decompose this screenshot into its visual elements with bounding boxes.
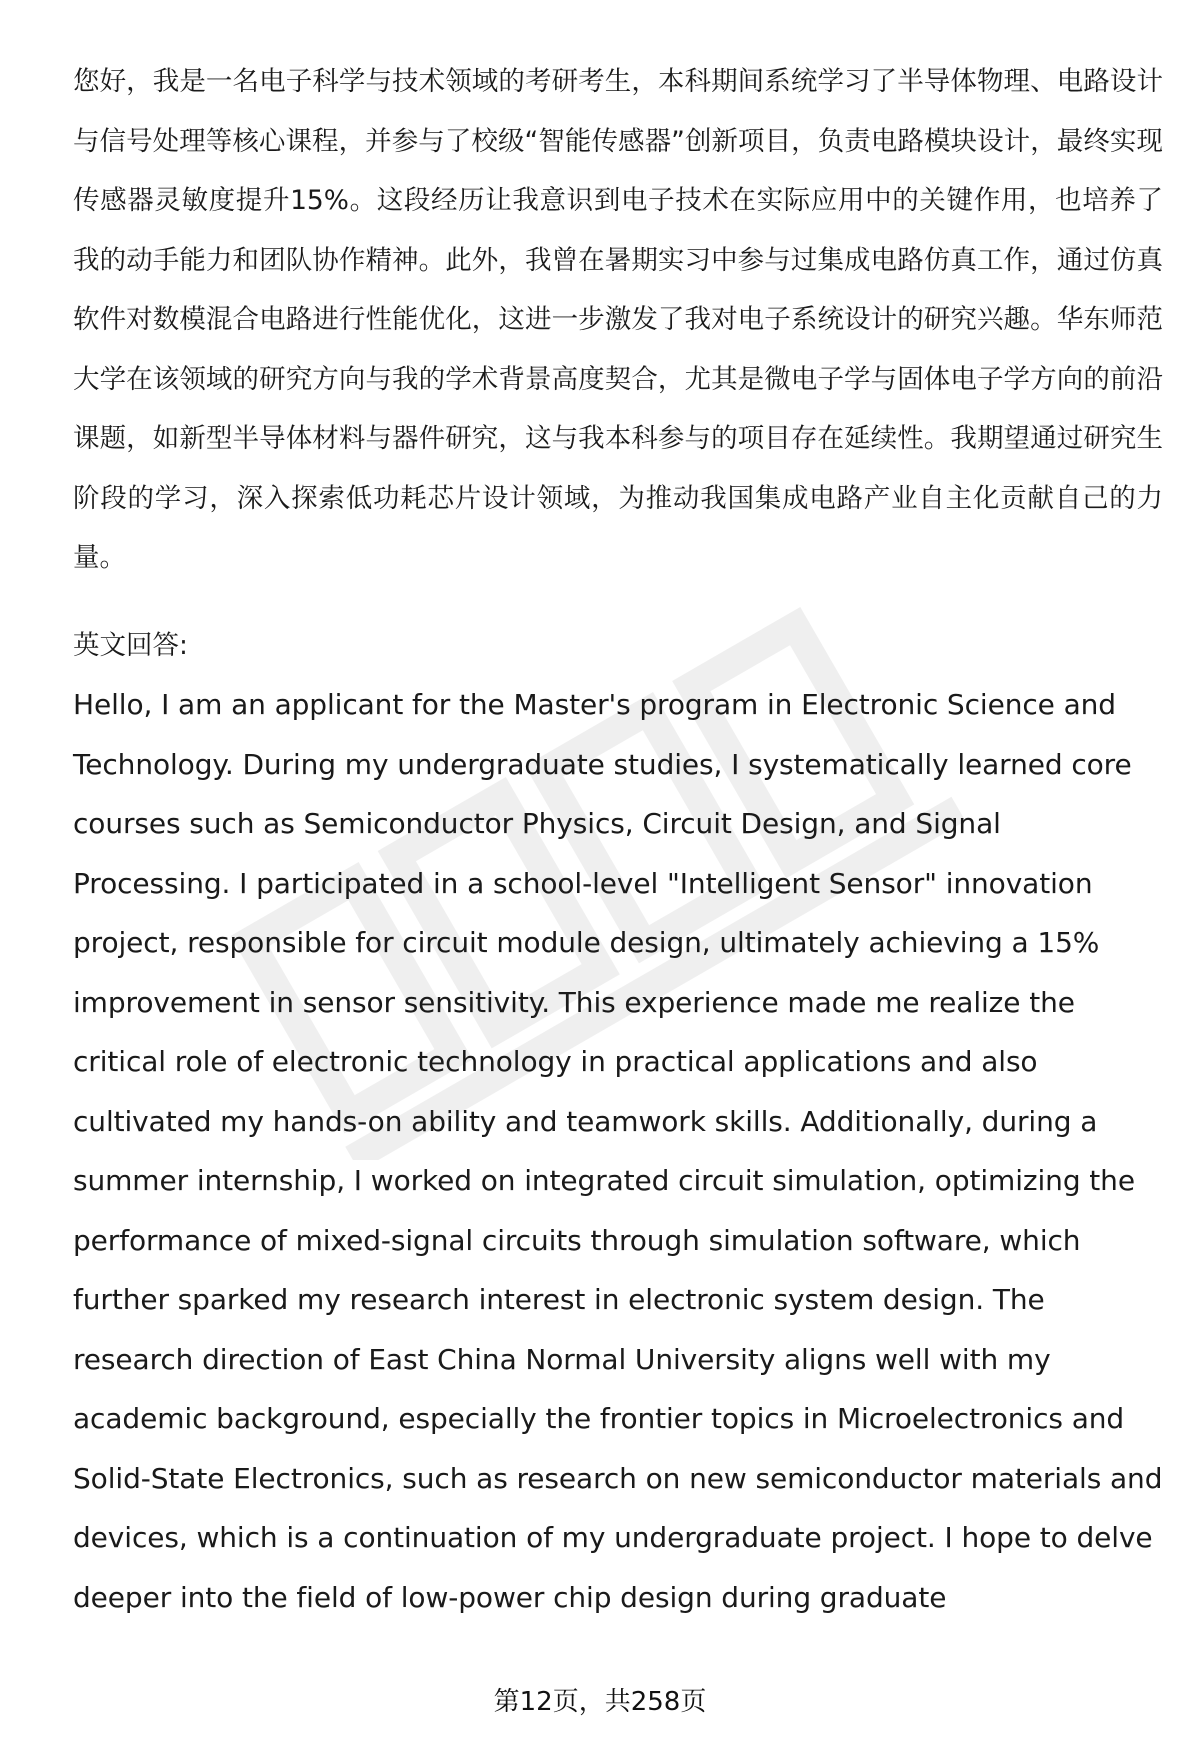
chinese-answer-paragraph: 您好，我是一名电子科学与技术领域的考研考生，本科期间系统学习了半导体物理、电路设计与信号处理等核心课程，并参与了校级“智能传感器”创新项目，负责电路模块设计，最终实现传感器灵敏度提升15%。这段经历让我意识到电子技术在实际应用中的关键作用，也培养了我的动手能力和团队协作精神。此外，我曾在暑期实习中参与过集成电路仿真工作，通过仿真软件对数模混合电路进行性能优化，这进一步激发了我对电子系统设计的研究兴趣。华东师范大学在该领域的研究方向与我的学术背景高度契合，尤其是微电子学与固体电子学方向的前沿课题，如新型半导体材料与器件研究，这与我本科参与的项目存在延续性。我期望通过研究生阶段的学习，深入探索低功耗芯片设计领域，为推动我国集成电路产业自主化贡献自己的力量。 xyxy=(73,66,1163,573)
page-number-footer: 第12页，共258页 xyxy=(493,1687,707,1717)
document-body xyxy=(73,52,1163,1627)
english-answer-paragraph: Hello, I am an applicant for the Master's program in Electronic Science and Technology. During my undergraduate studies, I systematically learned core courses such as Semiconductor Physics, Circuit Design, and Signal Processing. I participated in a school-level "Intelligent Sensor" innovation project, responsible for circuit module design, ultimately achieving a 15% improvement in sensor sensitivity. This experience made me realize the critical role of electronic technology in practical applications and also cultivated my hands-on ability and teamwork skills. Additionally, during a summer internship, I worked on integrated circuit simulation, optimizing the performance of mixed-signal circuits through simulation software, which further sparked my research interest in electronic system design. The research direction of East China Normal University aligns well with my academic background, especially the frontier topics in Microelectronics and Solid-State Electronics, such as research on new semiconductor materials and devices, which is a continuation of my undergraduate project. I hope to delve deeper into the field of low-power chip design during graduate xyxy=(73,688,1163,1614)
english-answer-label: 英文回答: xyxy=(73,629,188,661)
